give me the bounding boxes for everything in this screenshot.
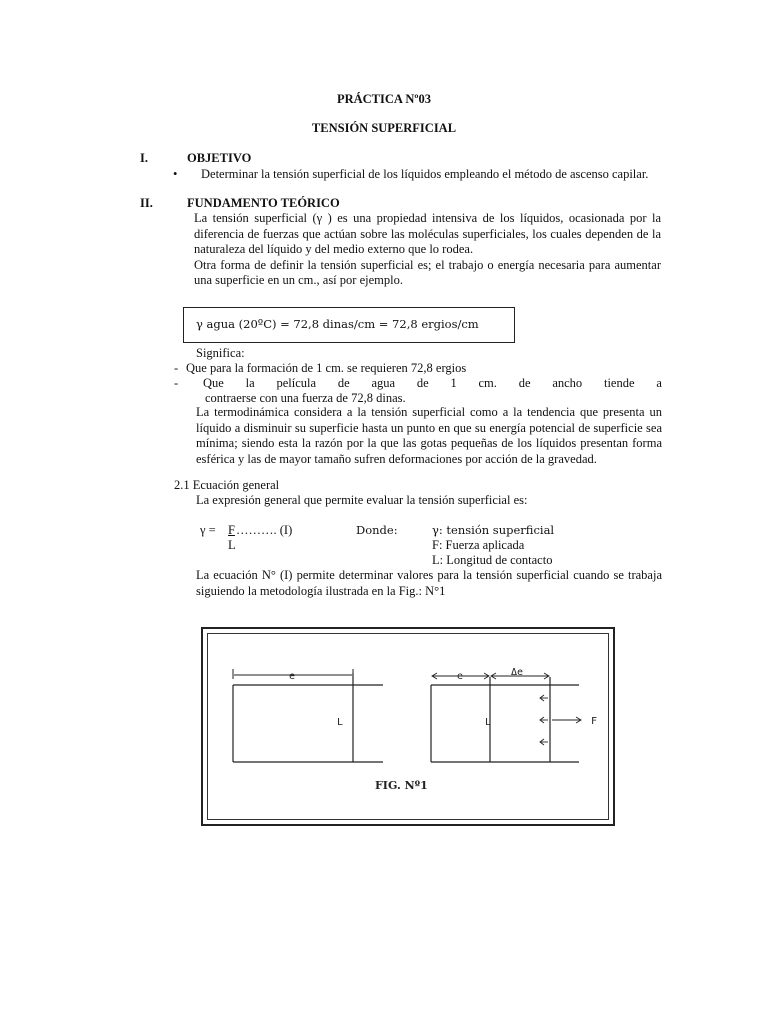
paragraph-1: La tensión superficial (γ ) es una propiedad intensiva de los líquidos, ocasionada por la diferencia de fuerzas que actúan sobre las moléculas superficiales, los cuales dependen de la naturaleza del líquido y del medio externo que lo rodea. xyxy=(194,211,661,256)
page-subtitle: TENSIÓN SUPERFICIAL xyxy=(311,121,457,135)
formula-text: γ agua (20ºC) = 72,8 dinas/cm = 72,8 ergios/cm xyxy=(196,317,479,331)
meaning-item-1: Que para la formación de 1 cm. se requieren 72,8 ergios xyxy=(186,361,467,375)
word: cm. xyxy=(478,376,497,390)
equation-numerator: F xyxy=(228,523,235,537)
label-L-left: L xyxy=(337,717,344,728)
page-title: PRÁCTICA Nº03 xyxy=(336,92,432,106)
figure-diagram xyxy=(203,629,613,824)
word: agua xyxy=(371,376,396,390)
figure-frame xyxy=(201,627,615,826)
definition-gamma: γ: tensión superficial xyxy=(432,523,555,537)
bullet-icon: • xyxy=(173,167,178,181)
equation-denominator: L xyxy=(228,538,236,552)
word: la xyxy=(245,376,255,390)
section-1-heading: OBJETIVO xyxy=(187,151,252,165)
label-e-left: e xyxy=(289,671,296,682)
section-2-number: II. xyxy=(140,196,153,210)
significa-label: Significa: xyxy=(196,346,245,360)
word: 1 xyxy=(450,376,457,390)
definition-force: F: Fuerza aplicada xyxy=(432,538,525,552)
equation-paragraph: La ecuación N° (I) permite determinar valores para la tensión superficial cuando se trabaja siguiendo la metodología ilustrada en la Fig.: N°1 xyxy=(196,568,662,598)
word: de xyxy=(416,376,429,390)
thermodynamics-paragraph: La termodinámica considera a la tensión superficial como a la tendencia que presenta un líquido a disminuir su superficie hasta un punto en que su energía potencial de superficie sea mínima; siendo esta la razón por la que las gotas pequeñas de los líquidos presentan forma esférica y las de mayor tamaño sufren deformaciones por acción de la gravedad. xyxy=(196,405,662,466)
figure-caption: FIG. Nº1 xyxy=(375,779,428,792)
subsection-heading: 2.1 Ecuación general xyxy=(174,478,280,492)
donde-colon: : xyxy=(393,523,398,537)
word: tiende xyxy=(603,376,635,390)
dash-2: - xyxy=(174,376,179,390)
word: película xyxy=(276,376,317,390)
meaning-item-2-line1 xyxy=(203,376,662,391)
label-L-right: L xyxy=(485,717,492,728)
equation-dots: ………. (I) xyxy=(236,523,293,537)
objective-item: Determinar la tensión superficial de los líquidos empleando el método de ascenso capilar. xyxy=(201,167,649,181)
left-wire-frame xyxy=(233,669,383,762)
meaning-item-2-line2: contraerse con una fuerza de 72,8 dinas. xyxy=(205,391,406,405)
word: de xyxy=(518,376,531,390)
definition-length: L: Longitud de contacto xyxy=(432,553,553,567)
donde-text: Donde xyxy=(356,523,394,537)
word: ancho xyxy=(552,376,583,390)
word: a xyxy=(656,376,662,390)
section-1-number: I. xyxy=(140,151,148,165)
right-wire-frame xyxy=(431,673,581,762)
fundamento-paragraph xyxy=(194,211,661,289)
dash-1: - xyxy=(174,361,179,375)
formula-box xyxy=(183,307,515,343)
subsection-intro: La expresión general que permite evaluar la tensión superficial es: xyxy=(196,493,528,507)
donde-label xyxy=(356,523,398,538)
equation-lhs: γ = xyxy=(200,523,216,537)
word: Que xyxy=(203,376,224,390)
label-F: F xyxy=(591,716,598,727)
label-e-right: e xyxy=(457,671,464,682)
word: de xyxy=(337,376,350,390)
label-delta-e: Δe xyxy=(511,667,524,678)
paragraph-2: Otra forma de definir la tensión superficial es; el trabajo o energía necesaria para aumentar una superficie en un cm., así por ejemplo. xyxy=(194,257,661,287)
section-2-heading: FUNDAMENTO TEÓRICO xyxy=(187,196,340,210)
